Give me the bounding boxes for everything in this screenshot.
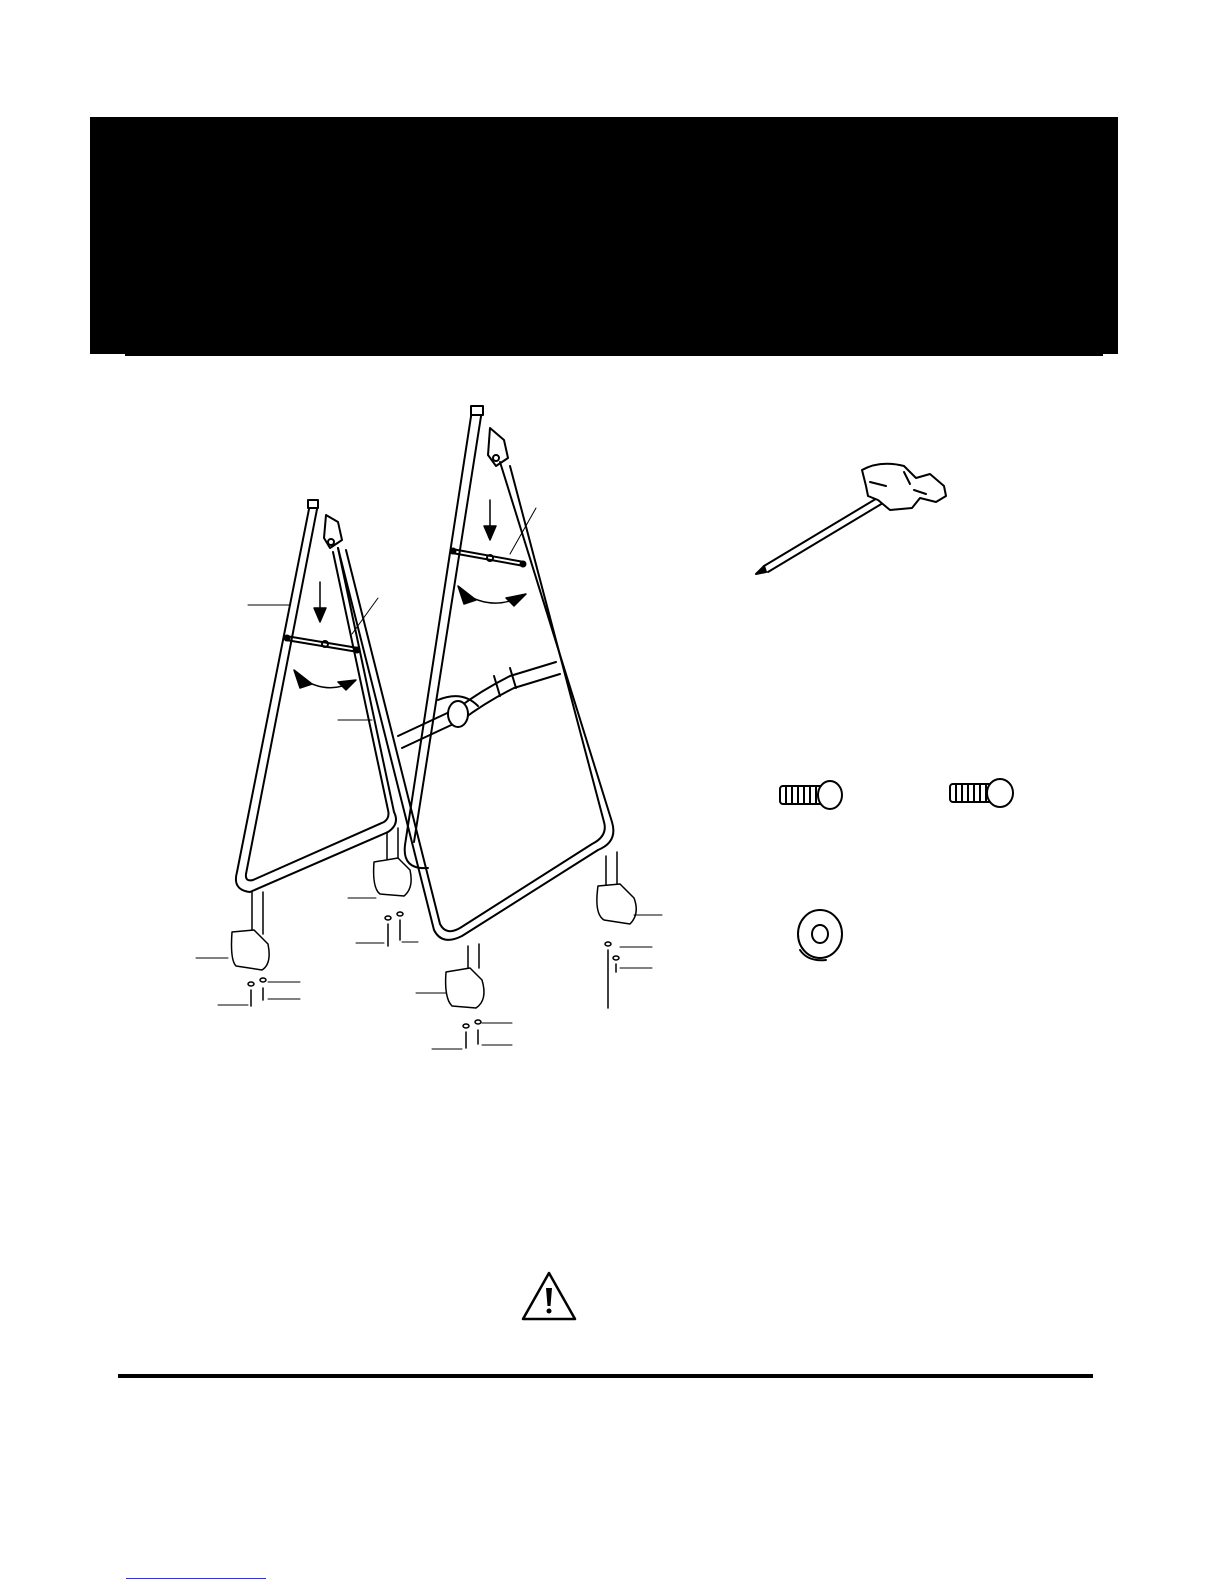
washer (798, 910, 842, 960)
screw-right (950, 779, 1013, 807)
warning-icon (520, 1270, 578, 1322)
footer-rule (118, 1374, 1093, 1378)
rear-frame (236, 500, 396, 892)
screw-left (780, 781, 842, 809)
combination-tool (756, 464, 946, 574)
front-frame (338, 406, 613, 940)
feet-and-legs (232, 828, 637, 1048)
bottom-link-underline[interactable] (126, 1578, 266, 1579)
